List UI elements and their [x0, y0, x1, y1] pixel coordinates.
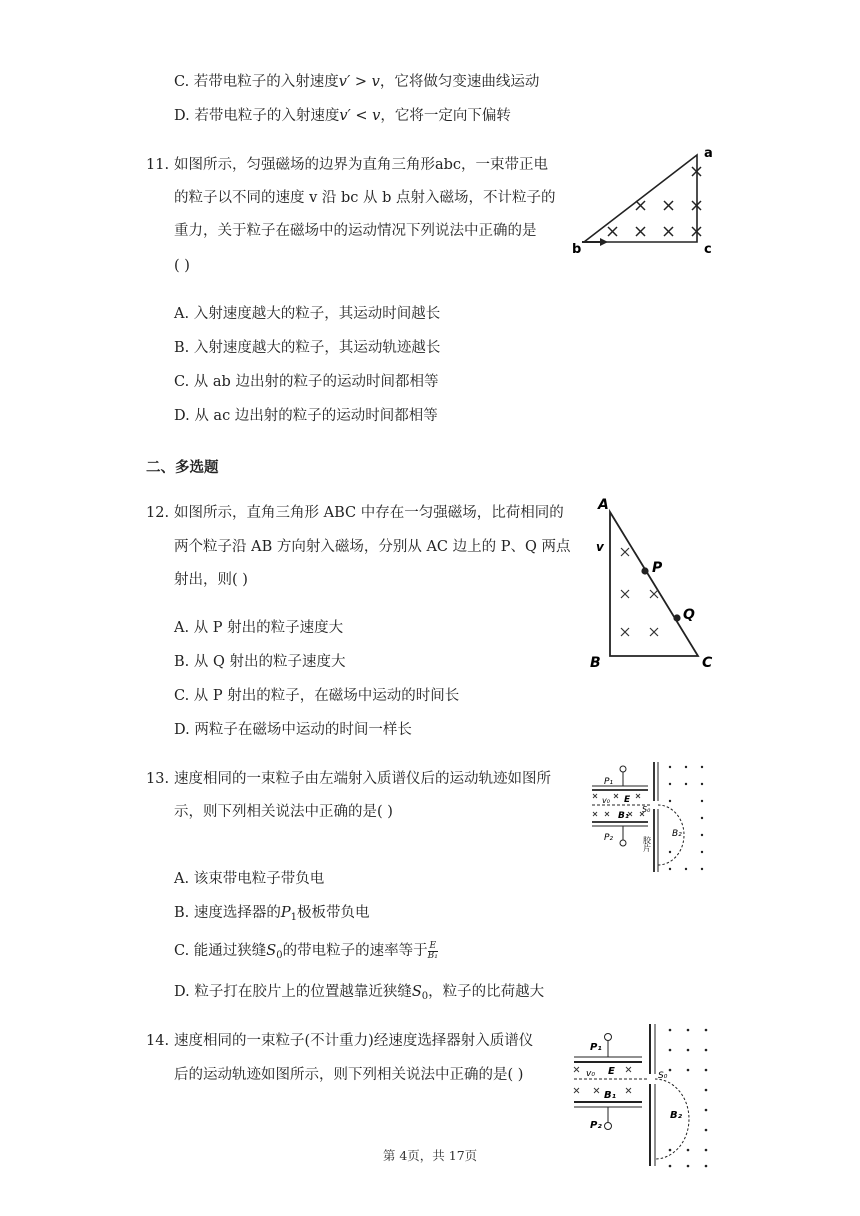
q12-option-b: B. 从 Q 射出的粒子速度大 [174, 654, 346, 670]
q12-label-v: v [596, 540, 604, 554]
q10-option-c: C. 若带电粒子的入射速度v′ > v，它将做匀变速曲线运动 [174, 74, 540, 90]
q11-label-a: a [704, 146, 713, 161]
q11-label-b: b [572, 242, 582, 257]
q12-number: 12. [146, 505, 170, 521]
q13-option-b: B. 速度选择器的$P_1$极板带负电 [174, 905, 370, 923]
q12-label-P: P [652, 560, 663, 576]
q14-label-s0: S₀ [658, 1071, 668, 1081]
q13-label-film: 胶片 [642, 836, 652, 852]
q14-label-e: E [608, 1066, 615, 1077]
q13-option-d: D. 粒子打在胶片上的位置越靠近狭缝$S_0$，粒子的比荷越大 [174, 984, 545, 1002]
q14-label-p1: P₁ [590, 1042, 602, 1053]
q13-label-p2: P₂ [604, 833, 614, 843]
q11-number: 11. [146, 157, 170, 173]
q12-triangle-figure [588, 494, 728, 674]
q13-label-p1: P₁ [604, 777, 614, 787]
q11-stem-line2: 的粒子以不同的速度 v 沿 bc 从 b 点射入磁场，不计粒子的 [174, 190, 556, 206]
q12-stem-line1: 如图所示，直角三角形 ABC 中存在一匀强磁场，比荷相同的 [174, 505, 564, 521]
q12-option-d: D. 两粒子在磁场中运动的时间一样长 [174, 722, 412, 738]
q11-option-d: D. 从 ac 边出射的粒子的运动时间都相等 [174, 408, 438, 424]
q13-stem-line2: 示，则下列相关说法中正确的是( ) [174, 804, 393, 820]
q12-stem-line2: 两个粒子沿 AB 方向射入磁场，分别从 AC 边上的 P、Q 两点 [174, 539, 571, 555]
q13-number: 13. [146, 771, 170, 787]
q14-stem-line2: 后的运动轨迹如图所示，则下列相关说法中正确的是( ) [174, 1067, 524, 1083]
q13-label-v0: v₀ [602, 796, 610, 805]
page-footer: 第 4页，共 17页 [382, 1148, 478, 1163]
q14-number: 14. [146, 1033, 170, 1049]
q14-label-p2: P₂ [590, 1120, 602, 1131]
q11-triangle-figure [570, 145, 720, 260]
q12-stem-line3: 射出，则( ) [174, 572, 248, 588]
q11-stem-line3: 重力，关于粒子在磁场中的运动情况下列说法中正确的是 [174, 223, 537, 239]
q14-stem-line1: 速度相同的一束粒子(不计重力)经速度选择器射入质谱仪 [174, 1033, 534, 1049]
q12-option-a: A. 从 P 射出的粒子速度大 [174, 620, 344, 636]
q11-stem-line1: 如图所示，匀强磁场的边界为直角三角形abc，一束带正电 [174, 157, 549, 173]
q14-label-b2: B₂ [670, 1110, 683, 1121]
q11-label-c: c [704, 242, 712, 257]
section-title-multiple-choice: 二、多选题 [146, 459, 219, 476]
q12-label-B: B [590, 655, 601, 671]
q12-label-A: A [598, 497, 609, 513]
q12-label-Q: Q [683, 607, 695, 623]
q11-stem-line4: ( ) [174, 258, 190, 274]
q14-label-b1: B₁ [604, 1090, 617, 1101]
q11-option-a: A. 入射速度越大的粒子，其运动时间越长 [174, 306, 441, 322]
q11-option-c: C. 从 ab 边出射的粒子的运动时间都相等 [174, 374, 439, 390]
q13-label-b1: B₁ [618, 811, 629, 821]
q13-mass-spectrometer-figure [590, 760, 720, 875]
q13-option-a: A. 该束带电粒子带负电 [174, 871, 325, 887]
q12-label-C: C [702, 655, 713, 671]
q13-option-c: C. 能通过狭缝$S_0$的带电粒子的速率等于 $\frac{E}{\text{B₁}}$ [174, 940, 438, 961]
q13-label-b2: B₂ [672, 829, 682, 839]
fraction-e-over-b1: $\frac{E}{\text{B₁}}$ [427, 940, 438, 961]
q13-stem-line1: 速度相同的一束粒子由左端射入质谱仪后的运动轨迹如图所 [174, 771, 551, 787]
q13-label-e: E [624, 795, 631, 805]
q11-option-b: B. 入射速度越大的粒子，其运动轨迹越长 [174, 340, 441, 356]
q10-option-d: D. 若带电粒子的入射速度v′ < v，它将一定向下偏转 [174, 108, 511, 124]
q14-label-v0: v₀ [586, 1069, 595, 1079]
q12-option-c: C. 从 P 射出的粒子，在磁场中运动的时间长 [174, 688, 460, 704]
q13-label-s0: S₀ [642, 805, 651, 814]
